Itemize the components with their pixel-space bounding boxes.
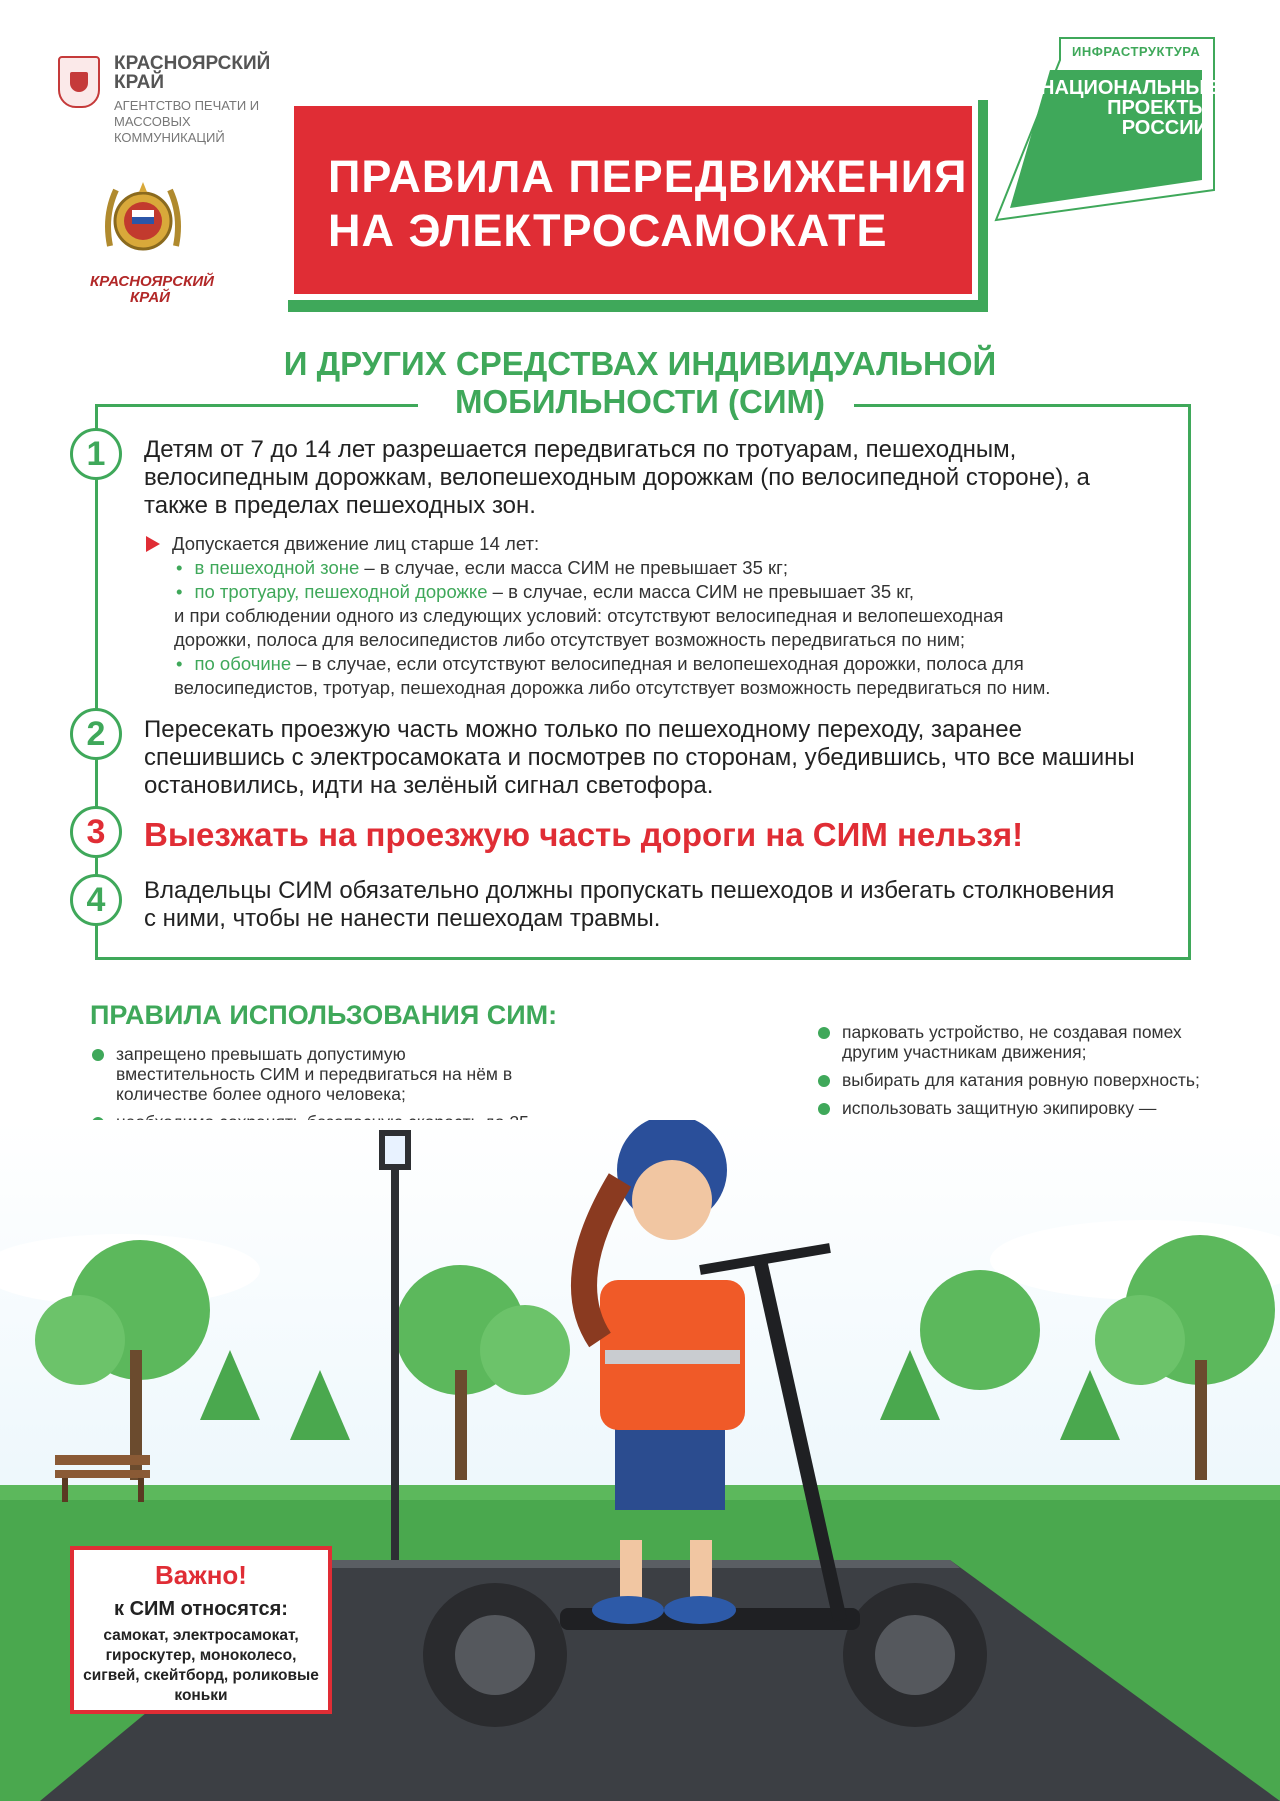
usage-title: ПРАВИЛА ИСПОЛЬЗОВАНИЯ СИМ: [90,1000,558,1030]
rule-4-text: Владельцы СИМ обязательно должны пропускать пешеходов и избегать столкновения с ними, чтобы не нанести пешеходам травмы. [144,877,1115,932]
gibdd-region: КРАСНОЯРСКИЙ КРАЙ [90,273,214,306]
rule-number-3: 3 [70,806,122,858]
rule-number-4: 4 [70,874,122,926]
region-title: КРАСНОЯРСКИЙ КРАЙ [114,53,271,93]
subtitle-line-1: И ДРУГИХ СРЕДСТВАХ ИНДИВИДУАЛЬНОЙ [283,345,997,382]
important-title: Важно! [155,1560,247,1590]
rule-1-text: Детям от 7 до 14 лет разрешается передвигаться по тротуарам, пешеходным, велосипедным дорожкам, велопешеходным дорожкам (по велосипедной стороне), а также в пределах пешеходных зон. [144,436,1090,519]
list-item: выбирать для катания ровную поверхность; [818,1070,1218,1090]
rule-2-text: Пересекать проезжую часть можно только по пешеходному переходу, заранее спешившись с электросамоката и посмотрев по сторонам, убедившись, что все машины остановились, идти на зелёный сигнал светофора. [144,716,1135,799]
bullet-icon: • [176,581,183,602]
rule-number-2: 2 [70,708,122,760]
note-b2-key: по тротуару, пешеходной дорожке [194,581,488,602]
important-subtitle: к СИМ относятся: [114,1598,288,1620]
title-line-2: НА ЭЛЕКТРОСАМОКАТЕ [328,205,888,256]
important-text: самокат, электросамокат, гироскутер, моноколесо, сигвей, скейтборд, роликовые коньки [83,1627,319,1704]
list-item: парковать устройство, не создавая помех другим участникам движения; [818,1022,1218,1062]
note-bullet-3 [146,652,1186,676]
rule-number-1: 1 [70,428,122,480]
age-note [146,532,1186,700]
bullet-icon: • [176,557,183,578]
subtitle [240,345,1040,421]
note-intro-line [146,532,1186,556]
note-b2-text: – в случае, если масса СИМ не превышает 35 кг, [487,581,915,602]
arrow-icon [146,536,160,552]
note-b3-key: по обочине [194,653,292,674]
agency-name: АГЕНТСТВО ПЕЧАТИ И МАССОВЫХ КОММУНИКАЦИЙ [114,98,260,145]
list-item: использовать защитную экипировку — [818,1098,1218,1158]
police-badge-icon [102,176,184,266]
np-category: ИНФРАСТРУКТУРА [1072,44,1201,59]
regional-emblem-icon [58,56,100,108]
np-title: НАЦИОНАЛЬНЫЕ ПРОЕКТЫ РОССИИ [1040,77,1219,139]
page-title [328,150,968,258]
list-item: запрещено превышать допустимую вместительность СИМ и передвигаться на нём в количестве более одного человека; [92,1044,542,1104]
bullet-icon: • [176,653,183,674]
note-b2-cont-1: и при соблюдении одного из следующих условий: отсутствуют велосипедная и велопешеходная [174,605,1004,626]
title-line-1: ПРАВИЛА ПЕРЕДВИЖЕНИЯ [328,151,968,202]
subtitle-line-2: МОБИЛЬНОСТИ (СИМ) [454,383,826,420]
note-b3-text: – в случае, если отсутствуют велосипедная и велопешеходная дорожки, полоса для [291,653,1024,674]
note-b1-key: в пешеходной зоне [194,557,360,578]
note-b3-cont: велосипедистов, тротуар, пешеходная дорожка либо отсутствует возможность передвигаться по ним. [174,677,1051,698]
note-b1-text: – в случае, если масса СИМ не превышает 35 кг; [359,557,789,578]
note-bullet-2 [146,580,1186,604]
rule-3-text: Выезжать на проезжую часть дороги на СИМ нельзя! [144,816,1024,853]
note-bullet-1 [146,556,1186,580]
note-intro: Допускается движение лиц старше 14 лет: [172,533,540,554]
note-b2-cont-2: дорожки, полоса для велосипедистов либо отсутствует возможность передвигаться по ним; [174,629,966,650]
